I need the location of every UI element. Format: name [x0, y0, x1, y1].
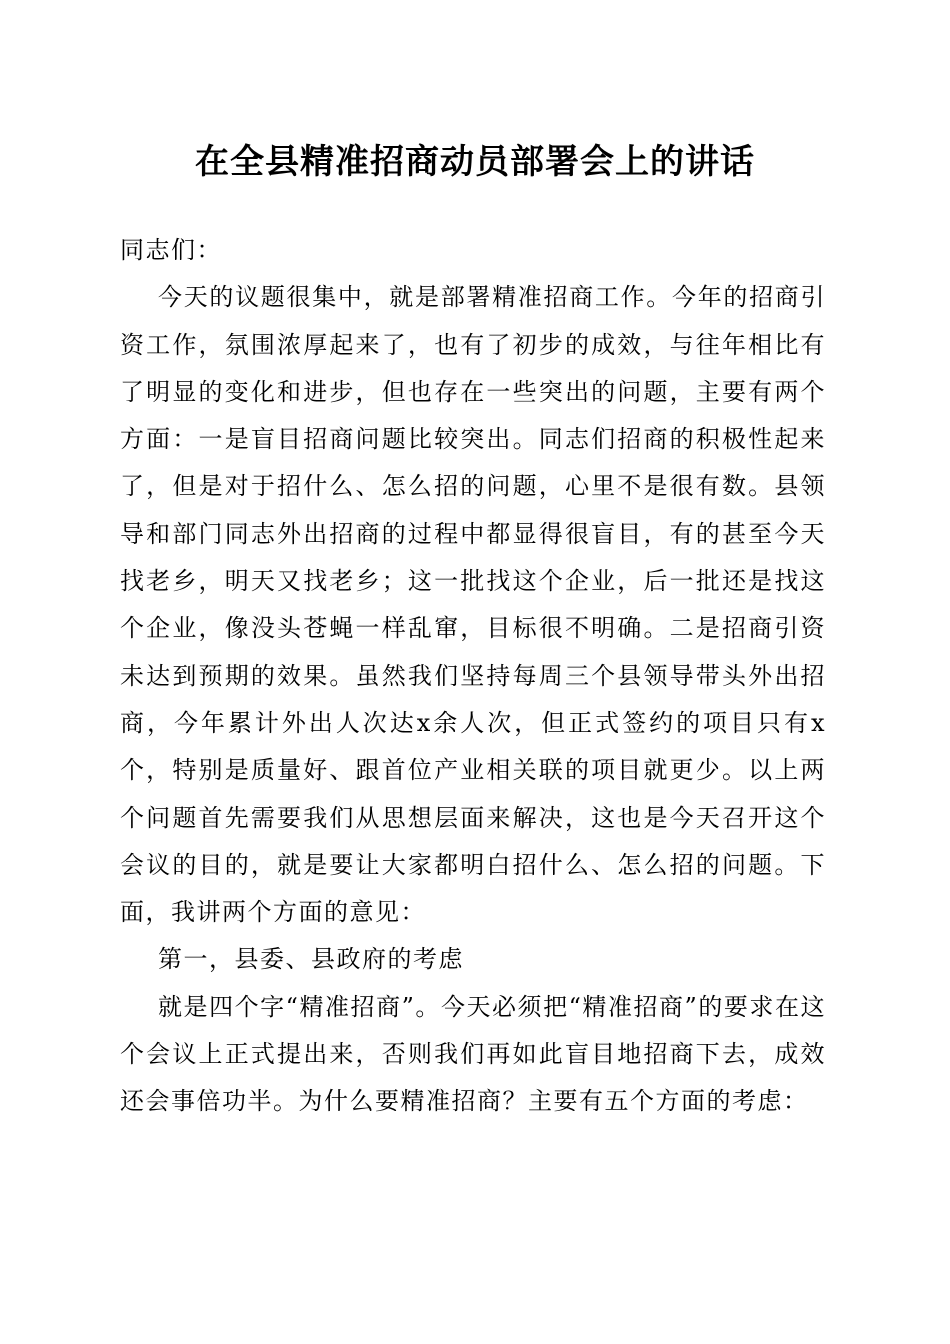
salutation: 同志们：	[120, 236, 222, 264]
section-heading: 第一，县委、县政府的考虑	[158, 945, 464, 974]
document-title: 在全县精准招商动员部署会上的讲话	[195, 142, 755, 182]
body-paragraph: 就是四个字“精准招商”。今天必须把“精准招商”的要求在这个会议上正式提出来，否则我们再如此盲目地招商下去，成效还会事倍功半。为什么要精准招商？主要有五个方面的考虑：	[120, 992, 826, 1116]
body-paragraph: 今天的议题很集中，就是部署精准招商工作。今年的招商引资工作，氛围浓厚起来了，也有了初步的成效，与往年相比有了明显的变化和进步，但也存在一些突出的问题，主要有两个方面：一是盲目招商问题比较突出。同志们招商的积极性起来了，但是对于招什么、怎么招的问题，心里不是很有数。县领导和部门同志外出招商的过程中都显得很盲目，有的甚至今天找老乡，明天又找老乡；这一批找这个企业，后一批还是找这个企业，像没头苍蝇一样乱窜，目标很不明确。二是招商引资未达到预期的效果。虽然我们坚持每周三个县领导带头外出招商，今年累计外出人次达x余人次，但正式签约的项目只有x个，特别是质量好、跟首位产业相关联的项目就更少。以上两个问题首先需要我们从思想层面来解决，这也是今天召开这个会议的目的，就是要让大家都明白招什么、怎么招的问题。下面，我讲两个方面的意见：	[120, 283, 826, 927]
document-body	[120, 227, 826, 1126]
